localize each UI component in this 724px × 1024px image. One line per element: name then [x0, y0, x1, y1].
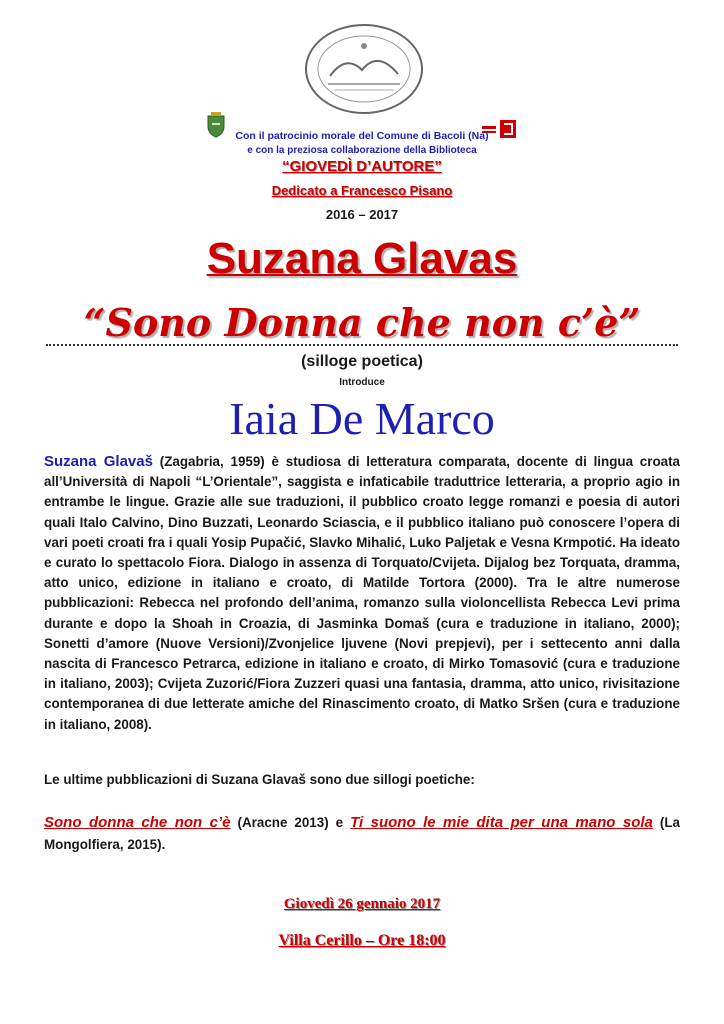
author-name: Suzana Glavas	[206, 234, 518, 283]
latest-publications-list	[44, 812, 680, 856]
book1-title: Sono donna che non c’è	[44, 814, 231, 831]
book2-publisher: (La Mongolfiera, 2015).	[44, 815, 681, 852]
book1-publisher: (Aracne 2013) e	[230, 815, 351, 830]
author-biography	[44, 452, 680, 735]
bio-author-name: Suzana Glavaš	[44, 453, 153, 470]
patronage-line-1: Con il patrocinio morale del Comune di Bacoli (Na)	[235, 130, 489, 142]
library-seal-logo	[300, 20, 428, 118]
latest-publications-intro: Le ultime pubblicazioni di Suzana Glavaš sono due sillogi poetiche:	[44, 772, 475, 787]
event-date: Giovedì 26 gennaio 2017	[283, 896, 441, 912]
genre: (silloge poetica)	[301, 353, 423, 370]
bio-text: (Zagabria, 1959) è studiosa di letteratura comparata, docente di lingua croata all’Università di Napoli “L’Orientale”, saggista e infaticabile traduttrice letteraria, a proprio agio in entrambe le lingue. Grazie alle sue traduzioni, il pubblico croato legge romanzi e poesia di autori quali Italo Calvino, Dino Buzzati, Leonardo Sciascia, e il pubblico italiano può conoscere l’opera di vari poeti croati fra i quali Yosip Pupačić, Slavko Mihalić, Luko Paljetak e Vesna Krmpotić. Ha ideato e curato lo spettacolo Fiora. Dialogo in assenza di Torquato/Cvijeta. Dijalog bez Torquata, dramma, atto unico, edizione in italiano e croato, di Matilde Tortora (2000). Tra le altre numerose pubblicazioni: Rebecca nel profondo dell’anima, romanzo sulla violoncellista Rebecca Levi prima durante e dopo la Shoah in Croazia, di Jasminka Domaš (cura e traduzione in italiano, 2000); Sonetti d’amore (Nuove Versioni)/Zvonjelice ljuvene (Novi prepjevi), per i settecento anni dalla nascita di Francesco Petrarca, edizione in italiano e croato, di Mirko Tomasović (cura e traduzione in italiano, 2003); Cvijeta Zuzorić/Fiora Zuzzeri quasi una fantasia, dramma, atto unico, rivisitazione contemporanea di due letterate amiche del Rinascimento croato, di Matko Sršen (cura e traduzione in italiano, 2008).	[44, 454, 680, 732]
series-title: “GIOVEDÌ D’AUTORE”	[282, 158, 442, 175]
book2-title: Ti suono le mie dita per una mano sola	[350, 814, 653, 831]
dotted-divider	[46, 340, 678, 346]
event-place-time: Villa Cerillo – Ore 18:00	[278, 932, 446, 949]
book-title: “Sono Donna che non c’è”	[83, 300, 641, 345]
patronage-line-2: e con la preziosa collaborazione della Biblioteca	[247, 145, 477, 156]
presenter-name: Iaia De Marco	[229, 393, 495, 444]
dedication: Dedicato a Francesco Pisano	[271, 183, 453, 198]
season: 2016 – 2017	[325, 207, 399, 222]
introduce-label: Introduce	[339, 377, 385, 388]
